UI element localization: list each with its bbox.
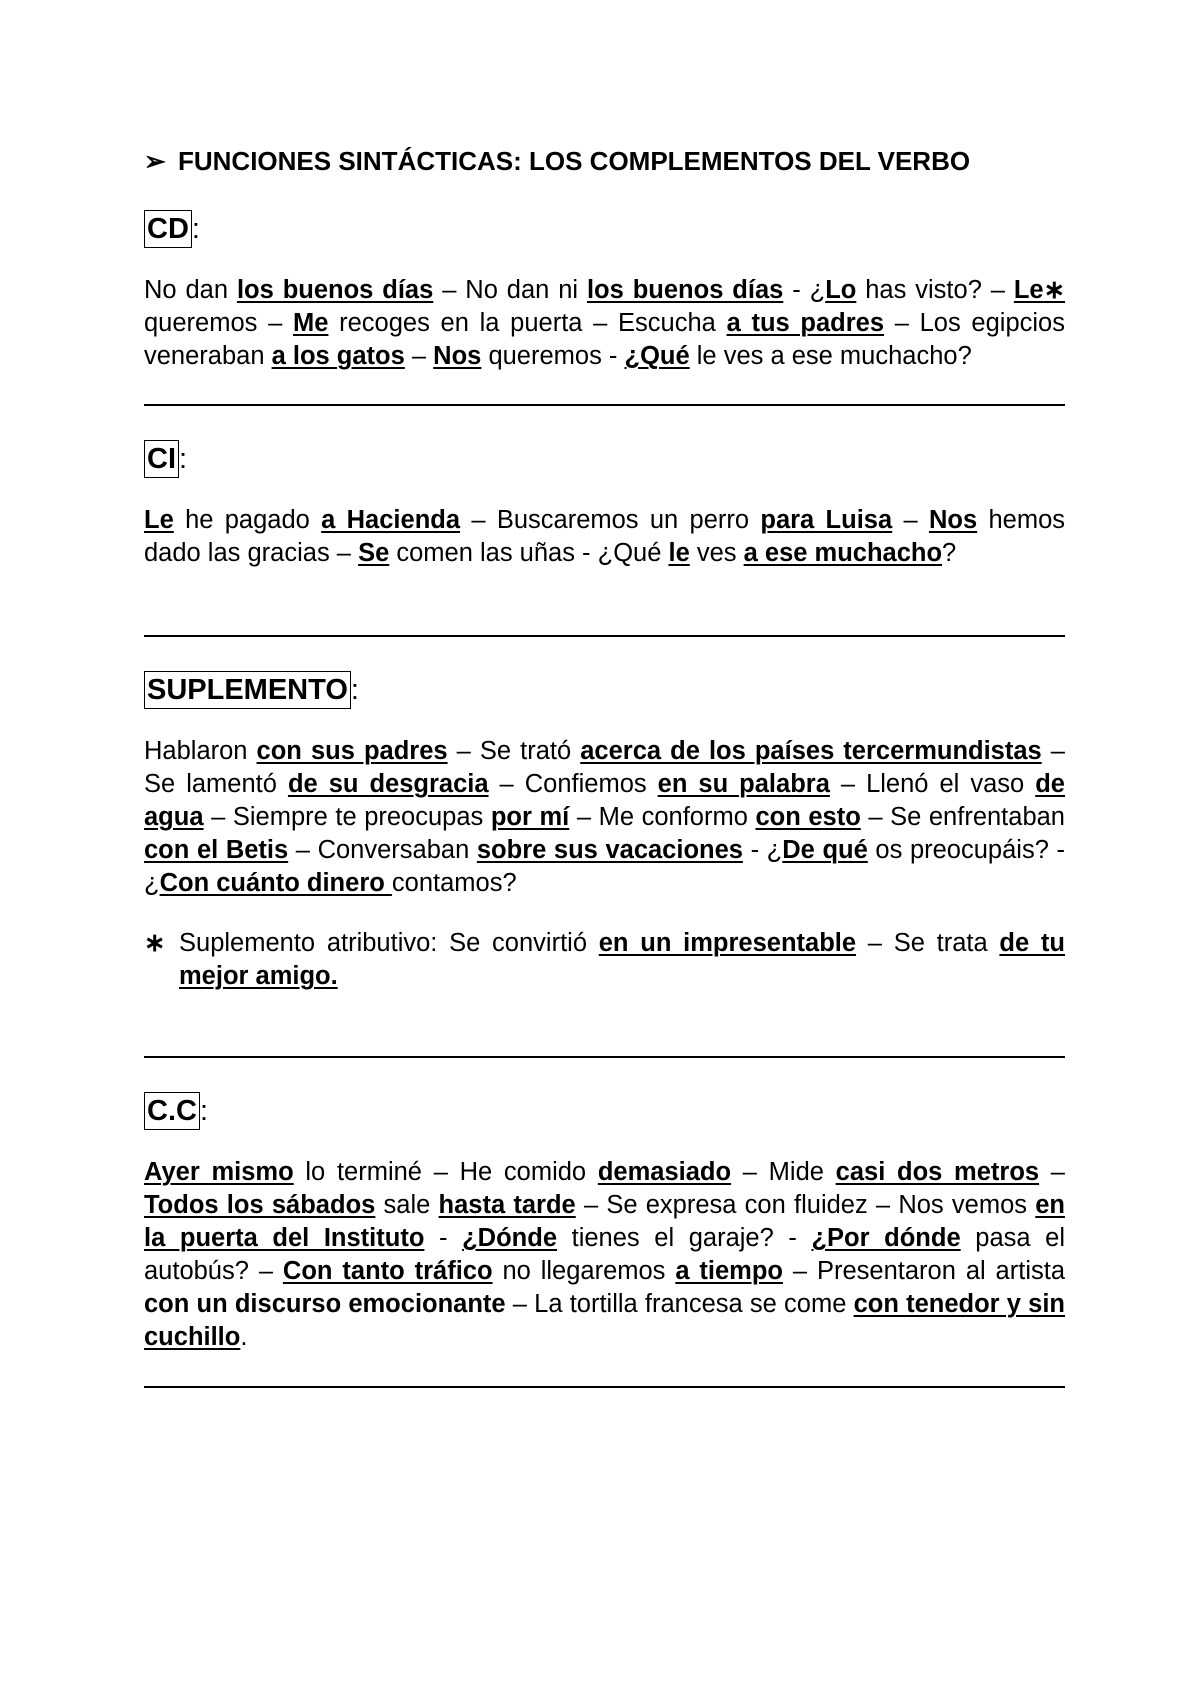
underlined-complement: Lo [825, 276, 857, 304]
example-text: - ¿ [783, 276, 826, 304]
example-text: sale [375, 1191, 439, 1219]
example-text: – Mide [731, 1158, 836, 1186]
section-label-suplemento [144, 673, 1065, 707]
example-text: – Confiemos [488, 770, 658, 798]
example-text: – [892, 506, 929, 534]
example-text: he pagado [173, 506, 322, 534]
section-label-cd [144, 212, 1065, 246]
example-text: Hablaron [144, 737, 257, 765]
boxed-label-ci: CI [144, 440, 179, 478]
underlined-complement: le [668, 539, 690, 567]
underlined-complement: para Luisa [760, 506, 893, 534]
example-text: has visto? – [856, 276, 1014, 304]
example-text: – La tortilla francesa se come [505, 1290, 854, 1318]
example-text: tienes el garaje? - [557, 1224, 812, 1252]
underlined-complement: a ese muchacho [743, 539, 943, 567]
underlined-complement: sobre sus vacaciones [476, 836, 743, 864]
underlined-complement: los buenos días [236, 276, 434, 304]
example-text: – Se expresa con fluidez – Nos vemos [575, 1191, 1036, 1219]
example-text: - [424, 1224, 463, 1252]
section-divider [144, 1056, 1065, 1058]
examples-suplemento [144, 735, 1065, 900]
example-text: le ves a ese muchacho? [689, 342, 972, 370]
example-text: os preocupáis? - ¿ [144, 836, 1065, 897]
example-text: – Buscaremos un perro [460, 506, 761, 534]
example-text: ? [942, 539, 957, 567]
underlined-complement: acerca de los países tercermundistas [580, 737, 1042, 765]
examples-cc [144, 1156, 1065, 1354]
example-text: lo terminé – He comido [293, 1158, 598, 1186]
label-colon: : [199, 1095, 209, 1127]
example-text: recoges en la puerta – Escucha [328, 309, 727, 337]
label-colon: : [191, 213, 200, 245]
example-text: ves [689, 539, 744, 567]
underlined-complement: De qué [782, 836, 868, 864]
underlined-complement: Se [358, 539, 390, 567]
example-text: no llegaremos [492, 1257, 676, 1285]
underlined-complement: con el Betis [144, 836, 289, 864]
asterisk-bullet-icon: ∗ [144, 929, 166, 957]
title-text: FUNCIONES SINTÁCTICAS: LOS COMPLEMENTOS DEL VERBO [178, 146, 971, 176]
boxed-label-suplemento: SUPLEMENTO [144, 671, 351, 709]
underlined-complement: a Hacienda [321, 506, 461, 534]
underlined-complement: con sus padres [256, 737, 448, 765]
underlined-complement: en su palabra [657, 770, 830, 798]
example-text: . [240, 1323, 248, 1351]
underlined-complement: con tenedor y sin cuchillo [144, 1290, 1065, 1351]
examples-cd [144, 274, 1065, 373]
section-divider [144, 404, 1065, 406]
underlined-complement: con esto [755, 803, 861, 831]
underlined-complement: ∗ [1043, 276, 1065, 304]
document-page [144, 130, 1065, 1388]
bold-complement: con un discurso emocionante [144, 1290, 506, 1318]
example-text: – Se trata [856, 929, 1000, 957]
underlined-complement: de agua [144, 770, 1065, 831]
arrow-bullet-icon: ➢ [144, 146, 166, 176]
example-text: – [1039, 1158, 1065, 1186]
example-text: – Conversaban [288, 836, 477, 864]
boxed-label-cc: C.C [144, 1092, 200, 1130]
examples-ci [144, 504, 1065, 570]
section-label-cc [144, 1094, 1065, 1128]
underlined-complement: en un impresentable [598, 929, 857, 957]
example-text: No dan [144, 276, 237, 304]
example-text: – Los egipcios veneraban [144, 309, 1065, 370]
section-divider [144, 635, 1065, 637]
underlined-complement: en la puerta del Instituto [144, 1191, 1065, 1252]
underlined-complement: hasta tarde [438, 1191, 576, 1219]
page-title [144, 144, 1065, 178]
example-text: contamos? [391, 869, 517, 897]
example-text: – Me conformo [569, 803, 756, 831]
example-text: – Se trató [447, 737, 581, 765]
example-text: – Llenó el vaso [829, 770, 1036, 798]
underlined-complement: Con cuánto dinero [159, 869, 392, 897]
note-suplemento-atributivo [144, 927, 1065, 993]
example-text: queremos - [481, 342, 625, 370]
note-text [179, 929, 1065, 990]
example-text: – Se enfrentaban [860, 803, 1065, 831]
label-colon: : [179, 443, 188, 475]
underlined-complement: ¿Qué [624, 342, 690, 370]
boxed-label-cd: CD [144, 210, 192, 248]
section-divider [144, 1386, 1065, 1388]
underlined-complement: Le [1013, 276, 1044, 304]
underlined-complement: Con tanto tráfico [282, 1257, 493, 1285]
example-text: pasa el autobús? – [144, 1224, 1065, 1285]
underlined-complement: ¿Por dónde [811, 1224, 961, 1252]
underlined-complement: Nos [928, 506, 978, 534]
label-colon: : [350, 674, 359, 706]
underlined-complement: demasiado [597, 1158, 732, 1186]
underlined-complement: Ayer mismo [144, 1158, 294, 1186]
example-text: – Presentaron al artista [783, 1257, 1066, 1285]
underlined-complement: Todos los sábados [144, 1191, 376, 1219]
example-text: – Siempre te preocupas [203, 803, 491, 831]
underlined-complement: a tiempo [675, 1257, 784, 1285]
underlined-complement: Me [292, 309, 329, 337]
underlined-complement: casi dos metros [835, 1158, 1040, 1186]
example-text: – Se lamentó [144, 737, 1065, 798]
underlined-complement: Nos [433, 342, 482, 370]
section-label-ci [144, 442, 1065, 476]
example-text: comen las uñas - ¿Qué [389, 539, 669, 567]
example-text: - ¿ [742, 836, 783, 864]
example-text: Suplemento atributivo: Se convirtió [179, 929, 599, 957]
example-text: queremos – [144, 309, 293, 337]
underlined-complement: a los gatos [271, 342, 405, 370]
underlined-complement: los buenos días [586, 276, 784, 304]
underlined-complement: Le [144, 506, 174, 534]
example-text: – [404, 342, 434, 370]
example-text: – No dan ni [433, 276, 587, 304]
underlined-complement: de tu mejor amigo. [179, 929, 1065, 990]
underlined-complement: por mí [490, 803, 570, 831]
underlined-complement: ¿Dónde [462, 1224, 558, 1252]
underlined-complement: de su desgracia [287, 770, 489, 798]
example-text: hemos dado las gracias – [144, 506, 1066, 567]
underlined-complement: a tus padres [726, 309, 885, 337]
